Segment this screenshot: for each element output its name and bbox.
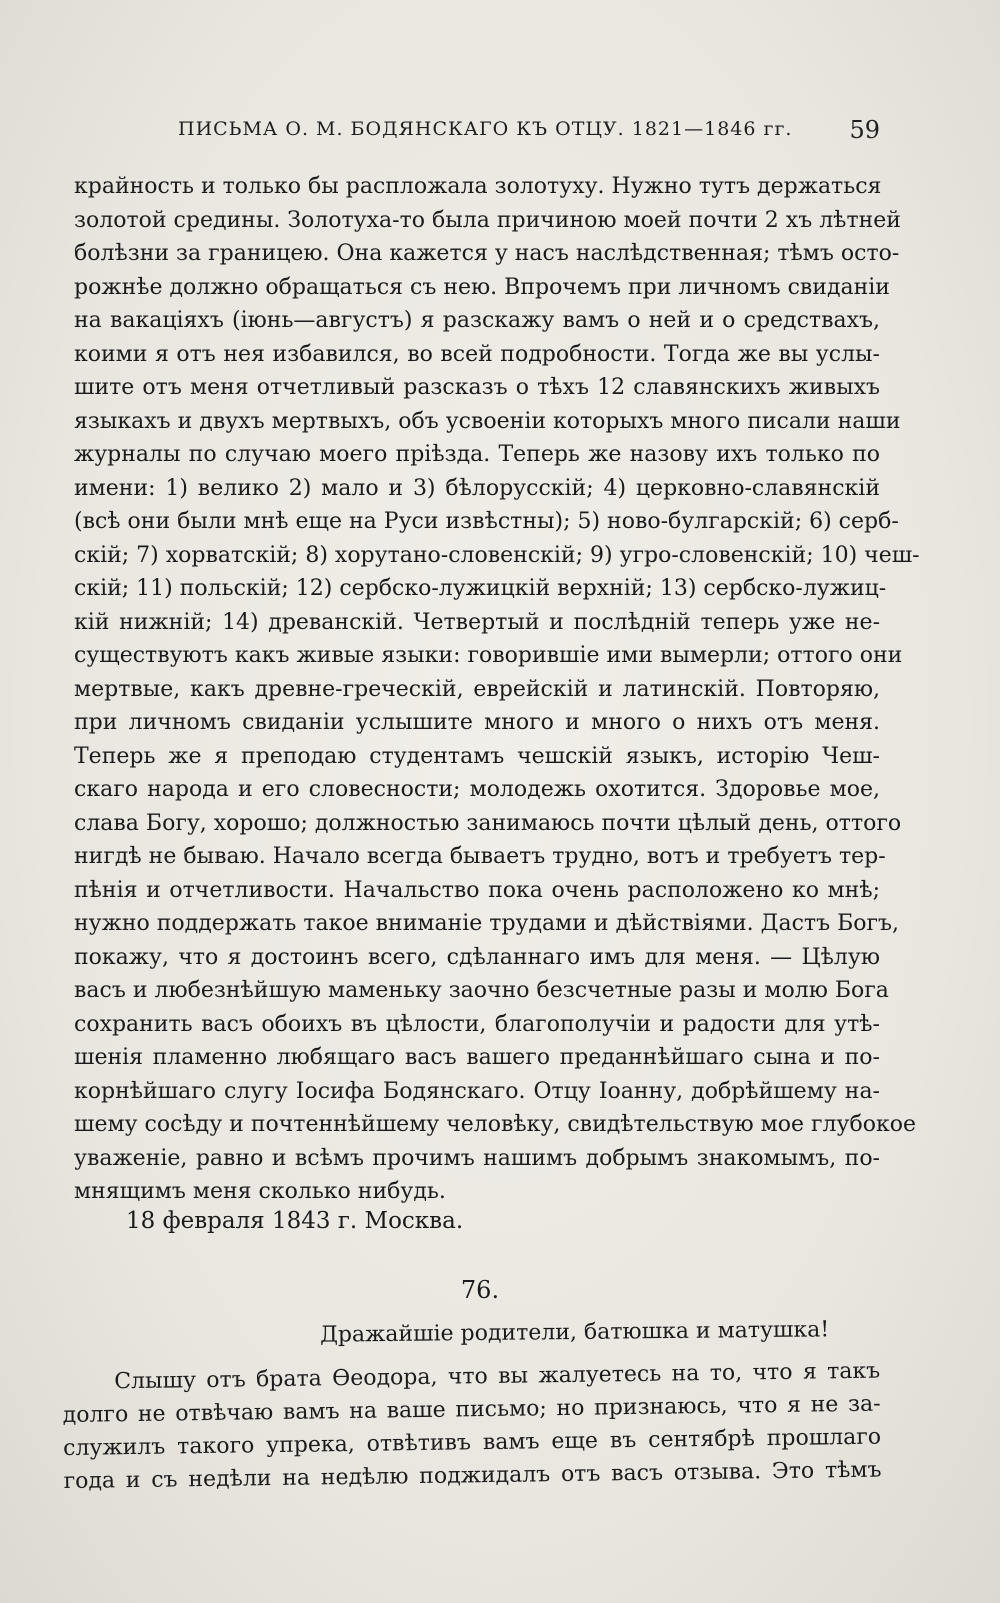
text-line: языкахъ и двухъ мертвыхъ, объ усвоеніи которыхъ много писали наши (74, 408, 901, 434)
text-line: нужно поддержать такое вниманіе трудами и дѣйствіями. Дастъ Богъ, (74, 911, 900, 936)
text-line: скаго народа и его словесности; молодежь охотится. Здоровье мое, (74, 777, 880, 802)
text-line: пѣнія и отчетливости. Начальство пока очень расположено ко мнѣ; (74, 877, 880, 903)
text-line: года и съ недѣли на недѣлю поджидалъ отъ васъ отзыва. Это тѣмъ (63, 1457, 882, 1494)
text-line: мнящимъ меня сколько нибудь. (74, 1179, 446, 1204)
text-line: болѣзни за границею. Она кажется у насъ наслѣдственная; тѣмъ осто- (74, 241, 900, 266)
text-line: журналы по случаю моего пріѣзда. Теперь же назову ихъ только по (74, 442, 880, 467)
text-line: шему сосѣду и почтеннѣйшему человѣку, свидѣтельствую мое глубокое (74, 1112, 916, 1137)
text-line: уваженіе, равно и всѣмъ прочимъ нашимъ добрымъ знакомымъ, по- (74, 1145, 880, 1171)
text-line: Слышу отъ брата Ѳеодора, что вы жалуетесь на то, что я такъ (114, 1358, 881, 1395)
text-line: крайность и только бы распложала золотуху. Нужно тутъ держаться (74, 174, 882, 199)
text-line: скій; 11) польскій; 12) сербско-лужицкій верхній; 13) сербско-лужиц- (74, 576, 887, 601)
text-line: шенія пламенно любящаго васъ вашего преданнѣйшаго сына и по- (74, 1045, 880, 1070)
text-line: мертвые, какъ древне-греческій, еврейскій и латинскій. Повторяю, (74, 676, 880, 702)
text-line: на вакаціяхъ (іюнь—августъ) я разскажу вамъ о ней и о средствахъ, (74, 308, 880, 333)
running-title: ПИСЬМА О. М. БОДЯНСКАГО КЪ ОТЦУ. 1821—1846 гг. (178, 118, 793, 140)
text-line: долго не отвѣчаю вамъ на ваше письмо; но признаюсь, что я не за- (62, 1391, 881, 1428)
text-line: шите отъ меня отчетливый разсказъ о тѣхъ 12 славянскихъ живыхъ (74, 375, 880, 400)
text-line: существуютъ какъ живые языки: говорившіе ими вымерли; оттого они (74, 643, 903, 668)
text-line: покажу, что я достоинъ всего, сдѣланнаго имъ для меня. — Цѣлую (74, 944, 880, 970)
text-line: слава Богу, хорошо; должностью занимаюсь почти цѣлый день, оттого (74, 810, 902, 836)
text-line: скій; 7) хорватскій; 8) хорутано-словенскій; 9) угро-словенскій; 10) чеш- (74, 542, 920, 568)
text-line: коими я отъ нея избавился, во всей подробности. Тогда же вы услы- (74, 341, 880, 367)
letter-number: 76. (460, 1276, 500, 1304)
text-line: рожнѣе должно обращаться съ нею. Впрочемъ при личномъ свиданіи (74, 274, 890, 300)
text-line: служилъ такого упрека, отвѣтивъ вамъ еще въ сентябрѣ прошлаго (62, 1424, 882, 1461)
page-number: 59 (849, 116, 880, 144)
text-line: имени: 1) велико 2) мало и 3) бѣлорусскій; 4) церковно-славянскій (74, 475, 880, 501)
letter-76-text (62, 1355, 882, 1498)
letter-dateline: 18 февраля 1843 г. Москва. (126, 1208, 464, 1234)
text-line: корнѣйшаго слугу Іосифа Бодянскаго. Отцу Іоанну, добрѣйшему на- (74, 1078, 880, 1104)
text-line: при личномъ свиданіи услышите много и много о нихъ отъ меня. (74, 710, 880, 735)
letter-75-text (74, 170, 920, 1209)
text-line: (всѣ они были мнѣ еще на Руси извѣстны); 5) ново-булгарскій; 6) серб- (74, 509, 899, 534)
text-line: сохранить васъ обоихъ въ цѣлости, благополучіи и радости для утѣ- (74, 1011, 880, 1037)
text-line: золотой средины. Золотуха-то была причиною моей почти 2 хъ лѣтней (74, 207, 901, 233)
letter-salutation: Дражайшіе родители, батюшка и матушка! (319, 1317, 830, 1348)
text-line: Теперь же я преподаю студентамъ чешскій языкъ, исторію Чеш- (74, 743, 880, 769)
text-line: кій нижній; 14) древанскій. Четвертый и послѣдній теперь уже не- (74, 609, 880, 635)
text-line: васъ и любезнѣйшую маменьку заочно безсчетные разы и молю Бога (74, 978, 889, 1003)
text-line: нигдѣ не бываю. Начало всегда бываетъ трудно, вотъ и требуетъ тер- (74, 844, 886, 869)
page-header (74, 116, 880, 150)
